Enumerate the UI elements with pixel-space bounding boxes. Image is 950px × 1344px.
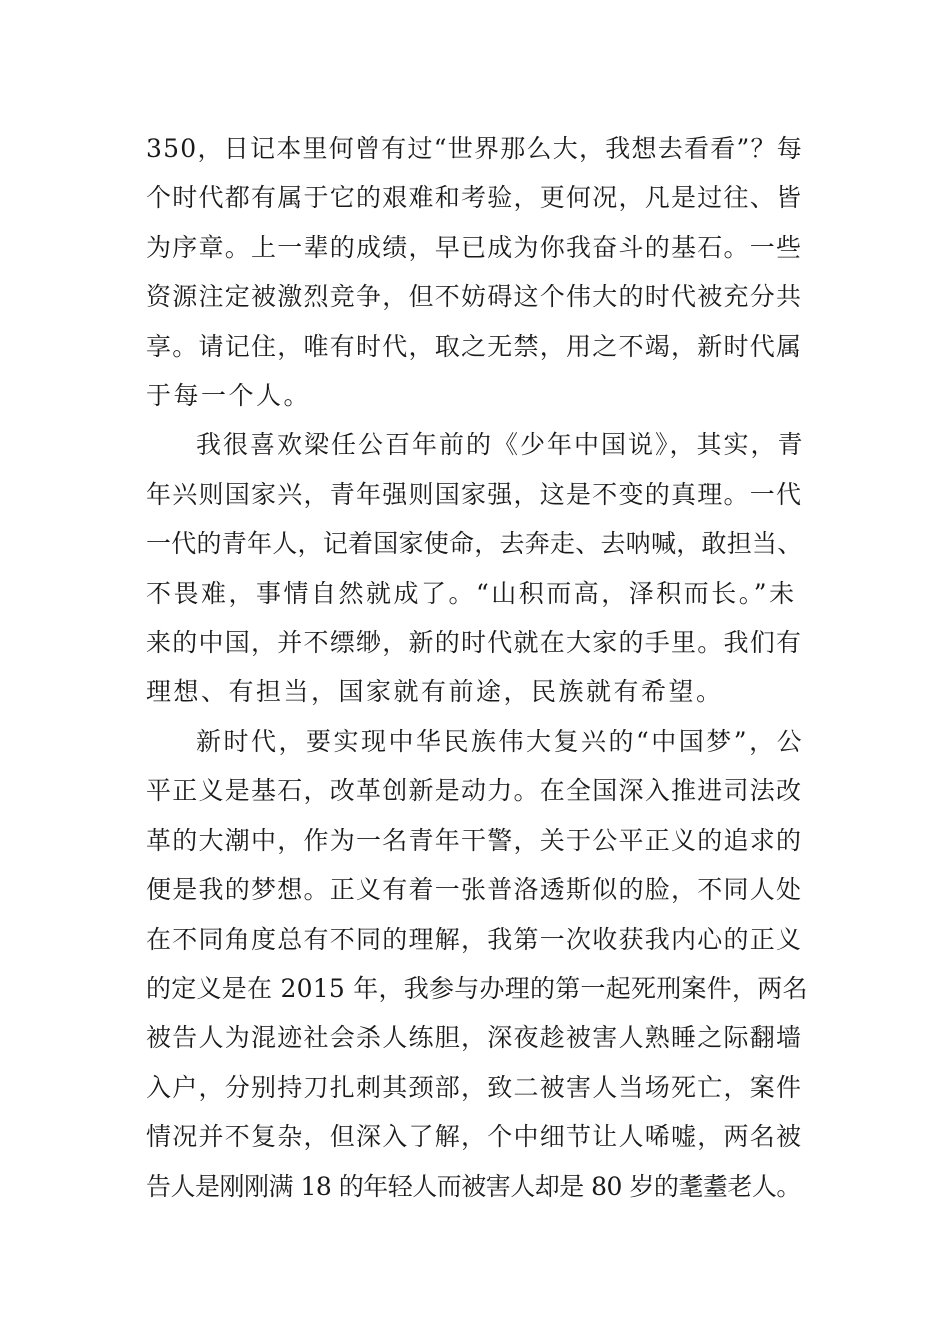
paragraph-3 (146, 717, 806, 1211)
text-line: 个时代都有属于它的艰难和考验，更何况，凡是过往、皆 (146, 183, 803, 213)
text-line: 年兴则国家兴，青年强则国家强，这是不变的真理。一代 (146, 479, 803, 509)
text-line: 平正义是基石，改革创新是动力。在全国深入推进司法改 (146, 776, 803, 806)
text-line: 新时代，要实现中华民族伟大复兴的“中国梦”，公 (196, 726, 805, 756)
text-line: 350，日记本里何曾有过“世界那么大，我想去看看”？每 (146, 134, 804, 163)
paragraph-2 (146, 420, 806, 716)
text-line: 不畏难，事情自然就成了。“山积而高，泽积而长。”未 (146, 578, 797, 608)
text-line: 我很喜欢梁任公百年前的《少年中国说》，其实，青 (196, 430, 805, 460)
text-line: 于每一个人。 (146, 381, 312, 411)
text-line: 革的大潮中，作为一名青年干警，关于公平正义的追求的 (146, 825, 803, 855)
text-line: 在不同角度总有不同的理解，我第一次收获我内心的正义 (146, 924, 803, 954)
text-line: 被告人为混迹社会杀人练胆，深夜趁被害人熟睡之际翻墙 (146, 1023, 803, 1053)
text-line: 的定义是在 2015 年，我参与办理的第一起死刑案件，两名 (146, 973, 808, 1003)
paragraph-1 (146, 124, 806, 420)
text-line: 一代的青年人，记着国家使命，去奔走、去呐喊，敢担当、 (146, 529, 803, 559)
text-line: 情况并不复杂，但深入了解，个中细节让人唏嘘，两名被 (146, 1122, 803, 1152)
text-line: 为序章。上一辈的成绩，早已成为你我奋斗的基石。一些 (146, 232, 803, 262)
text-line: 享。请记住，唯有时代，取之无禁，用之不竭，新时代属 (146, 331, 803, 361)
text-line: 便是我的梦想。正义有着一张普洛透斯似的脸，不同人处 (146, 875, 803, 905)
text-line: 资源注定被激烈竞争，但不妨碍这个伟大的时代被充分共 (146, 282, 803, 312)
text-line: 来的中国，并不缥缈，新的时代就在大家的手里。我们有 (146, 628, 803, 658)
document-body (146, 124, 806, 1211)
text-line: 理想、有担当，国家就有前途，民族就有希望。 (146, 677, 724, 707)
text-line: 入户，分别持刀扎刺其颈部，致二被害人当场死亡，案件 (146, 1072, 803, 1102)
text-line: 告人是刚刚满 18 的年轻人而被害人却是 80 岁的耄耋老人。 (146, 1171, 801, 1201)
